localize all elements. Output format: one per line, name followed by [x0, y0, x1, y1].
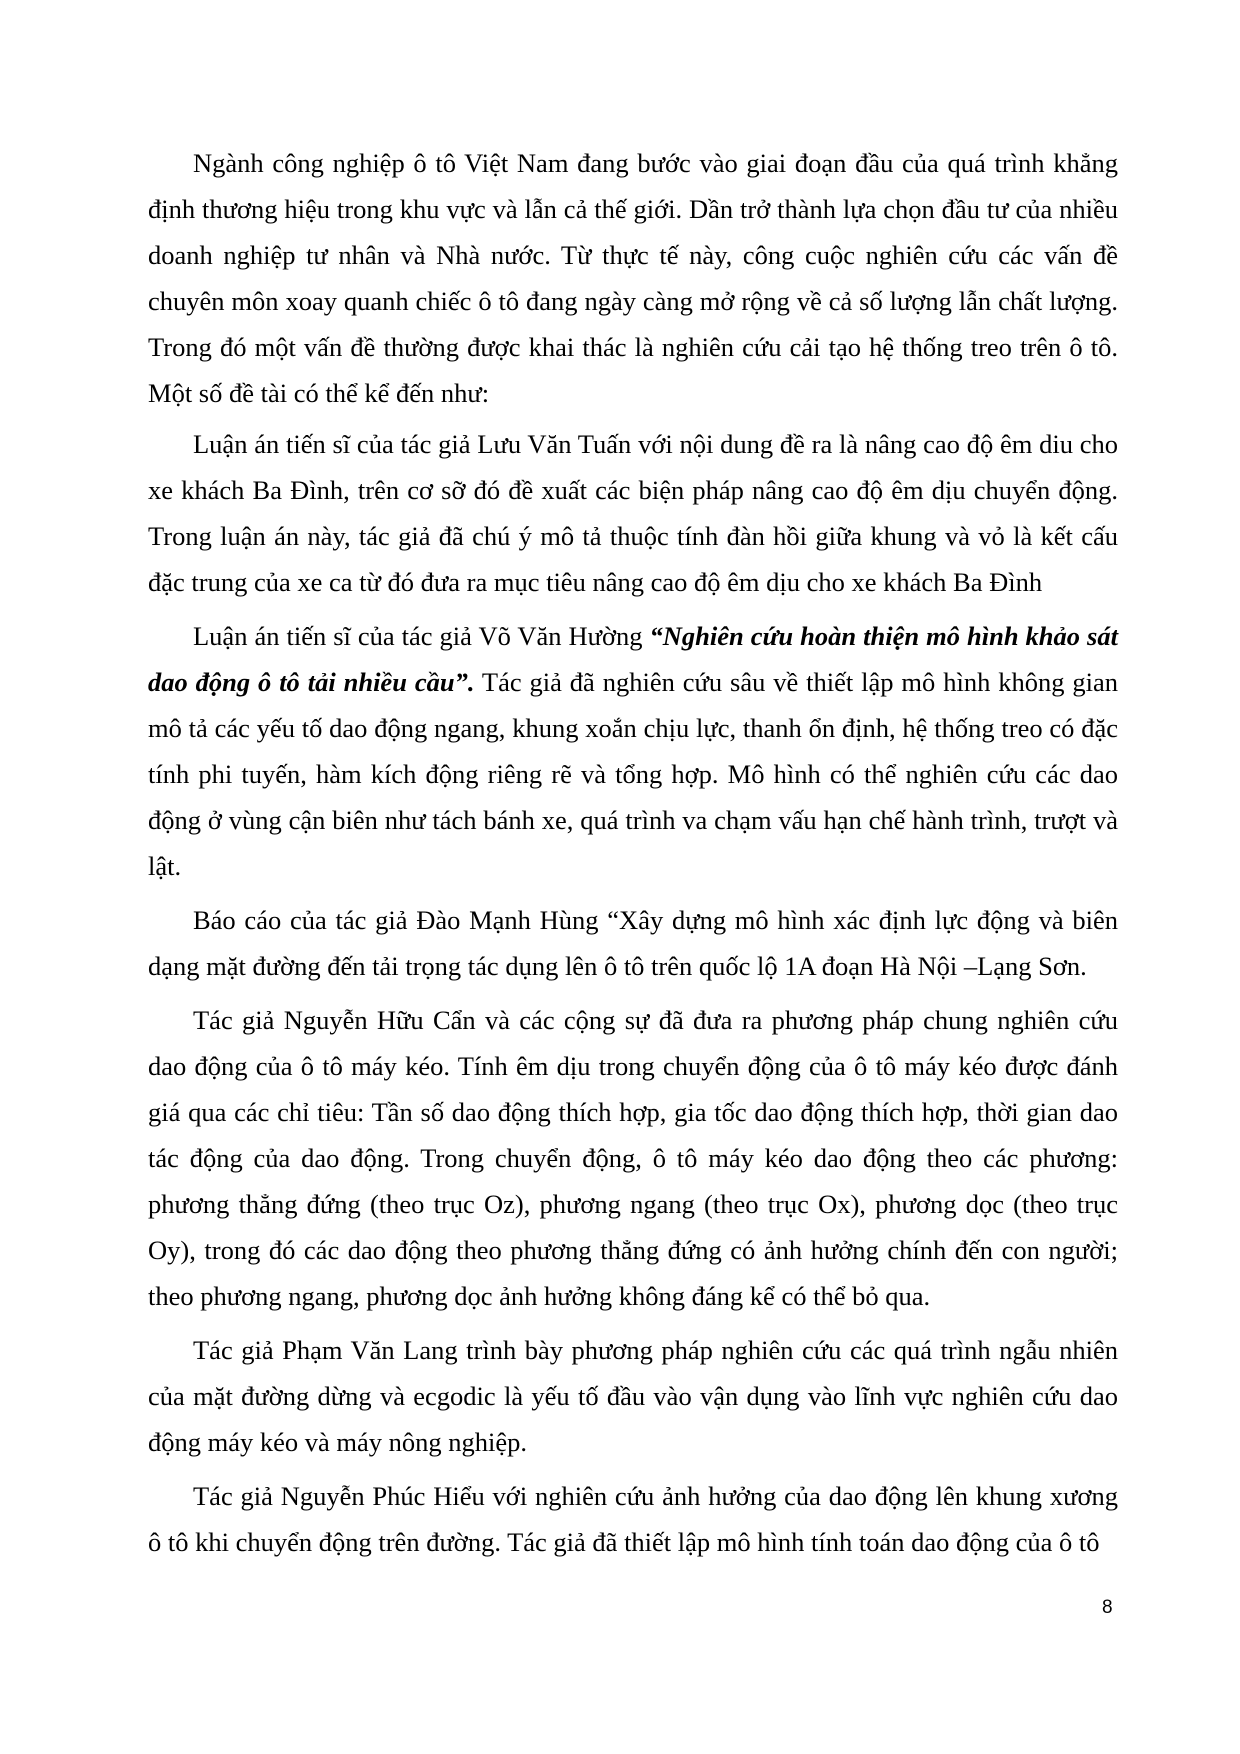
paragraph-6: Tác giả Phạm Văn Lang trình bày phương pháp nghiên cứu các quá trình ngẫu nhiên của mặt đường dừng và ecgodic là yếu tố đầu vào vận dụng vào lĩnh vực nghiên cứu dao động máy kéo và máy nông nghiệp. [148, 1335, 1118, 1457]
paragraph-3-intro: Luận án tiến sĩ của tác giả Võ Văn Hường [193, 621, 650, 651]
paragraph-3 [148, 613, 1118, 889]
paragraph-1: Ngành công nghiệp ô tô Việt Nam đang bước vào giai đoạn đầu của quá trình khẳng định thương hiệu trong khu vực và lẫn cả thế giới. Dần trở thành lựa chọn đầu tư của nhiều doanh nghiệp tư nhân và Nhà nước. Từ thực tế này, công cuộc nghiên cứu các vấn đề chuyên môn xoay quanh chiếc ô tô đang ngày càng mở rộng về cả số lượng lẫn chất lượng. Trong đó một vấn đề thường được khai thác là nghiên cứu cải tạo hệ thống treo trên ô tô. Một số đề tài có thể kể đến như: [148, 148, 1118, 408]
paragraph-5: Tác giả Nguyễn Hữu Cẩn và các cộng sự đã đưa ra phương pháp chung nghiên cứu dao động của ô tô máy kéo. Tính êm dịu trong chuyển động của ô tô máy kéo được đánh giá qua các chỉ tiêu: Tần số dao động thích hợp, gia tốc dao động thích hợp, thời gian dao tác động của dao động. Trong chuyển động, ô tô máy kéo dao động theo các phương: phương thẳng đứng (theo trục Oz), phương ngang (theo trục Ox), phương dọc (theo trục Oy), trong đó các dao động theo phương thẳng đứng có ảnh hưởng chính đến con người; theo phương ngang, phương dọc ảnh hưởng không đáng kể có thể bỏ qua. [148, 1005, 1118, 1311]
paragraph-7: Tác giả Nguyễn Phúc Hiểu với nghiên cứu ảnh hưởng của dao động lên khung xương ô tô khi chuyển động trên đường. Tác giả đã thiết lập mô hình tính toán dao động của ô tô [148, 1481, 1118, 1557]
thesis-title: “Nghiên cứu hoàn thiện mô hình khảo sát dao động ô tô tải nhiều cầu”. [148, 621, 1118, 697]
paragraph-2: Luận án tiến sĩ của tác giả Lưu Văn Tuấn với nội dung đề ra là nâng cao độ êm diu cho xe khách Ba Đình, trên cơ sỡ đó đề xuất các biện pháp nâng cao độ êm dịu chuyển động. Trong luận án này, tác giả đã chú ý mô tả thuộc tính đàn hồi giữa khung và vỏ là kết cấu đặc trung của xe ca từ đó đưa ra mục tiêu nâng cao độ êm dịu cho xe khách Ba Đình [148, 429, 1118, 597]
body-text [148, 140, 1118, 1565]
paragraph-3-body: Tác giả đã nghiên cứu sâu về thiết lập mô hình không gian mô tả các yếu tố dao động ngang, khung xoắn chịu lực, thanh ổn định, hệ thống treo có đặc tính phi tuyến, hàm kích động riêng rẽ và tổng hợp. Mô hình có thể nghiên cứu các dao động ở vùng cận biên như tách bánh xe, quá trình va chạm vấu hạn chế hành trình, trượt và lật. [148, 667, 1118, 881]
page-number: 8 [1102, 1597, 1113, 1618]
paragraph-4: Báo cáo của tác giả Đào Mạnh Hùng “Xây dựng mô hình xác định lực động và biên dạng mặt đường đến tải trọng tác dụng lên ô tô trên quốc lộ 1A đoạn Hà Nội –Lạng Sơn. [148, 905, 1118, 981]
